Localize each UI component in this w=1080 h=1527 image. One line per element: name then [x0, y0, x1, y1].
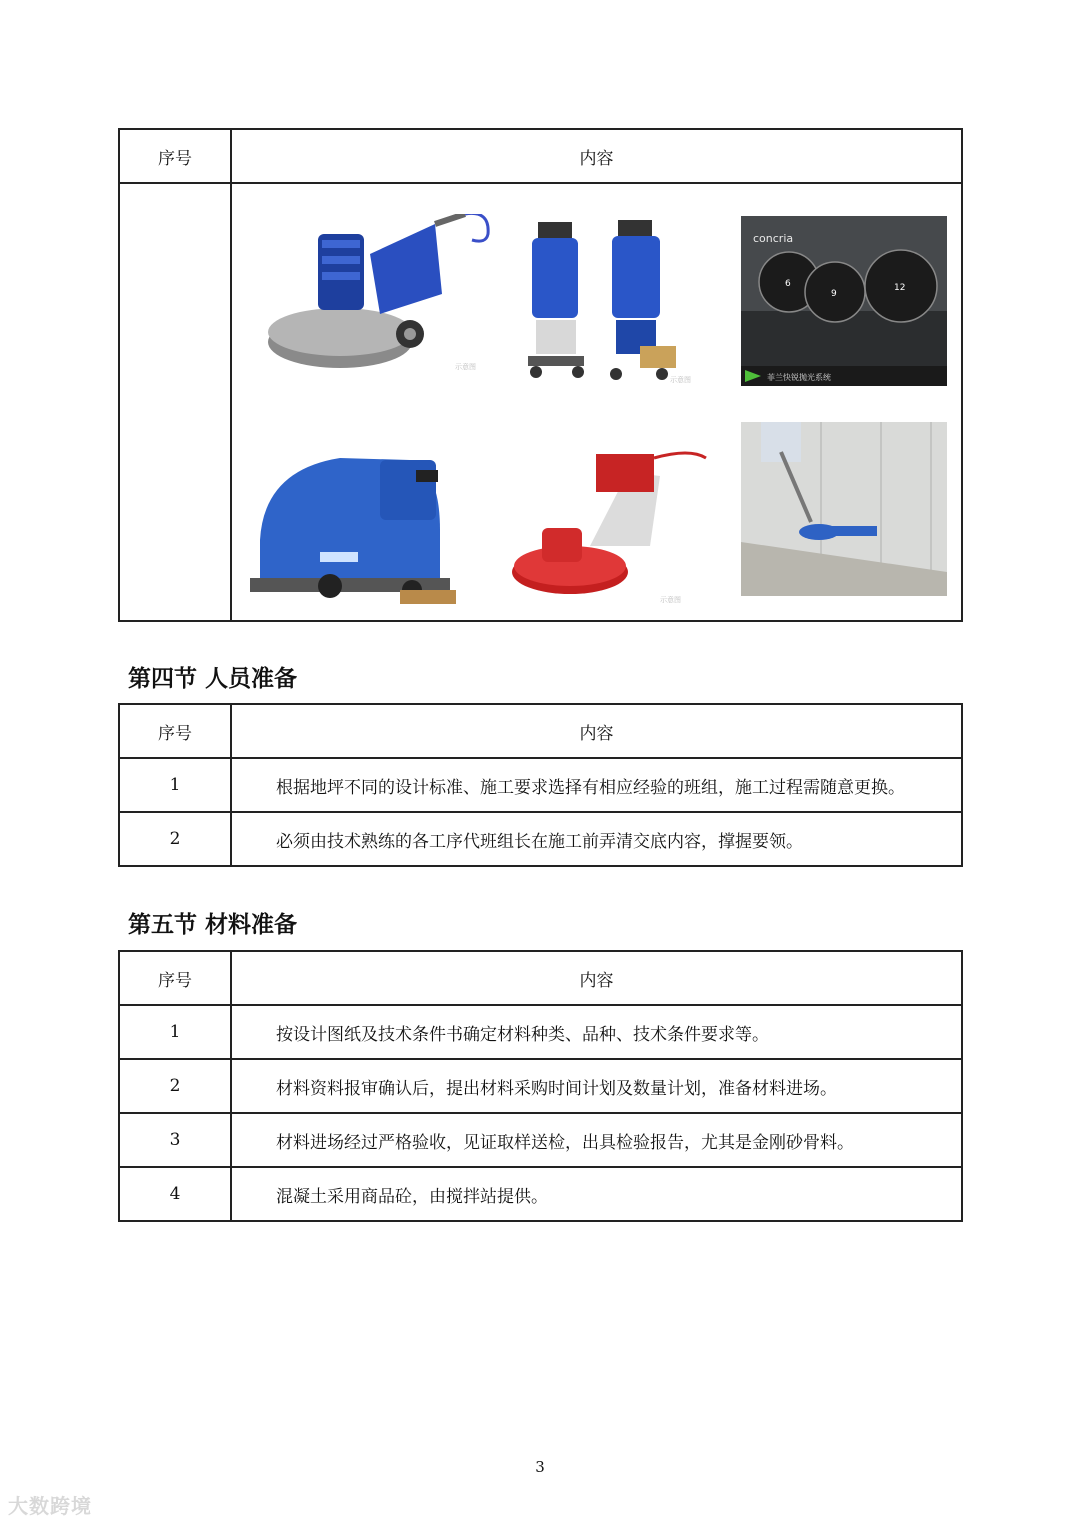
row-content: 必须由技术熟练的各工序代班组长在施工前弄清交底内容，撑握要领。	[231, 812, 962, 866]
svg-text:菲兰快锐抛光系统: 菲兰快锐抛光系统	[767, 373, 831, 382]
row-content: 混凝土采用商品砼，由搅拌站提供。	[231, 1167, 962, 1221]
table-row	[119, 1059, 962, 1113]
row-number: 3	[119, 1113, 231, 1167]
table-row	[119, 1167, 962, 1221]
row-content: 材料进场经过严格验收，见证取样送检，出具检验报告，尤其是金刚砂骨料。	[231, 1113, 962, 1167]
header-seq: 序号	[119, 704, 231, 758]
section5-title: 第五节 材料准备	[128, 912, 298, 938]
header-content: 内容	[231, 129, 962, 183]
header-content: 内容	[231, 704, 962, 758]
red-burnisher-icon	[510, 436, 710, 608]
header-seq: 序号	[119, 951, 231, 1005]
watermark-logo: 大数跨境	[8, 1494, 92, 1518]
table-row	[119, 758, 962, 812]
svg-text:12: 12	[894, 283, 906, 293]
equipment-gallery	[232, 184, 963, 620]
row-content: 材料资料报审确认后，提出材料采购时间计划及数量计划，准备材料进场。	[231, 1059, 962, 1113]
table-row	[119, 1113, 962, 1167]
table-row	[119, 1005, 962, 1059]
svg-text:示意图: 示意图	[670, 376, 691, 384]
header-content: 内容	[231, 951, 962, 1005]
table-header-row	[119, 951, 962, 1005]
row-number: 2	[119, 1059, 231, 1113]
svg-text:示意图: 示意图	[660, 596, 681, 604]
svg-text:concria: concria	[753, 232, 794, 245]
table-header-row	[119, 129, 962, 183]
concria-polishing-brochure-icon	[741, 216, 947, 386]
row-number: 2	[119, 812, 231, 866]
row-number: 1	[119, 758, 231, 812]
floor-scrubber-icon	[240, 440, 462, 610]
page-number: 3	[535, 1458, 545, 1476]
equipment-gallery-cell	[231, 183, 962, 621]
table-row	[119, 812, 962, 866]
empty-seq-cell	[119, 183, 231, 621]
equipment-table	[118, 128, 963, 622]
row-number: 4	[119, 1167, 231, 1221]
blue-floor-grinder-icon	[260, 214, 500, 384]
header-seq: 序号	[119, 129, 231, 183]
worker-polishing-floor-photo-icon	[741, 422, 947, 596]
equipment-images-row	[119, 183, 962, 621]
svg-text:示意图: 示意图	[455, 363, 476, 371]
section4-title: 第四节 人员准备	[128, 666, 298, 692]
row-number: 1	[119, 1005, 231, 1059]
materials-table	[118, 950, 963, 1222]
industrial-vacuum-icon	[522, 216, 702, 388]
row-content: 根据地坪不同的设计标准、施工要求选择有相应经验的班组，施工过程需随意更换。	[231, 758, 962, 812]
table-header-row	[119, 704, 962, 758]
row-content: 按设计图纸及技术条件书确定材料种类、品种、技术条件要求等。	[231, 1005, 962, 1059]
svg-text:9: 9	[831, 289, 837, 299]
svg-text:6: 6	[785, 279, 791, 289]
personnel-table	[118, 703, 963, 867]
